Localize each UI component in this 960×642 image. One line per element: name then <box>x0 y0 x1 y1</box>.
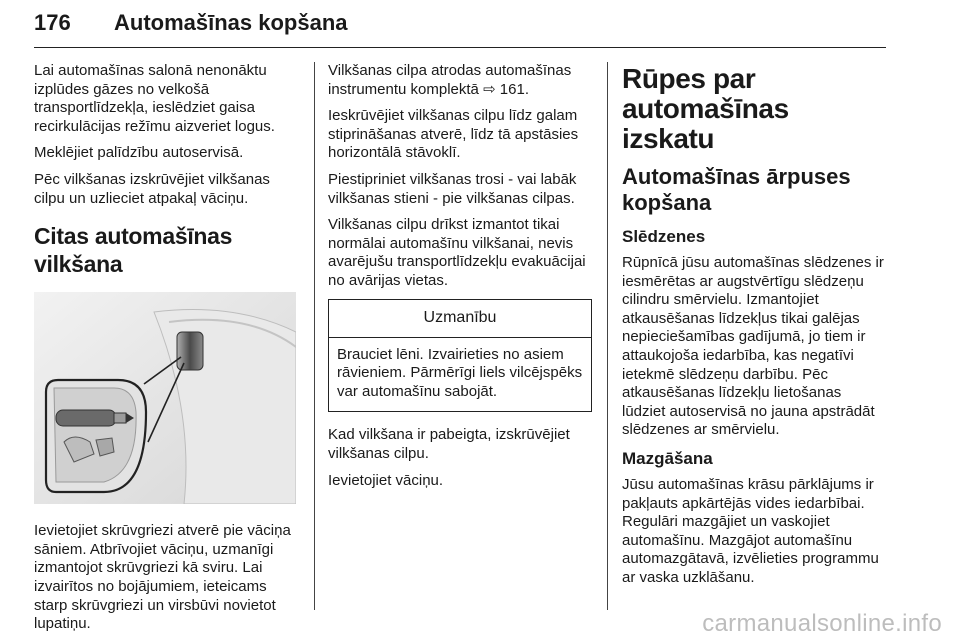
heading-appearance-care: Rūpes par automašīnas izskatu <box>622 63 789 154</box>
column-1 <box>34 62 296 642</box>
paragraph-screw-in: Ieskrūvējiet vilkšanas cilpu līdz galam stiprināšanas atverē, līdz tā apstāsies horizontālā stāvoklī. <box>328 107 579 162</box>
towing-eye-cover-figure <box>34 292 296 504</box>
watermark: carmanualsonline.info <box>702 610 942 637</box>
paragraph-replace-cover: Ievietojiet vāciņu. <box>328 471 444 489</box>
paragraph-remove-cover: Ievietojiet skrūvgriezi atverē pie vāciņa sāniem. Atbrīvojiet vāciņu, uzmanīgi izmantojot skrūvgriezi kā sviru. Lai izvairītos no bojājumiem, ieteicams starp skrūvgriezi un virsbūvi novietot lupatiņu. <box>34 522 291 633</box>
column-divider-1 <box>314 62 315 610</box>
paragraph-after-towing: Pēc vilkšanas izskrūvējiet vilkšanas cilpu un uzlieciet atpakaļ vāciņu. <box>34 170 270 207</box>
header-rule <box>34 47 886 48</box>
towing-eye-cover-illustration-icon <box>34 292 296 504</box>
paragraph-attach-rope: Piestipriniet vilkšanas trosi - vai labāk vilkšanas stieni - pie vilkšanas cilpas. <box>328 170 577 207</box>
heading-washing: Mazgāšana <box>622 448 713 468</box>
column-divider-2 <box>607 62 608 610</box>
caution-title: Uzmanību <box>329 300 591 338</box>
paragraph-unscrew: Kad vilkšana ir pabeigta, izskrūvējiet vilkšanas cilpu. <box>328 426 570 462</box>
page-number: 176 <box>34 10 71 35</box>
column-3 <box>622 62 888 596</box>
paragraph-service: Meklējiet palīdzību autoservisā. <box>34 144 244 162</box>
paragraph-usage-limit: Vilkšanas cilpu drīkst izmantot tikai normālai automašīnu vilkšanai, nevis avarējušu transportlīdzekļu evakuācijai no avārijas vietas. <box>328 216 586 289</box>
paragraph-tow-eye-location: Vilkšanas cilpa atrodas automašīnas instrumentu komplektā ⇨ 161. <box>328 62 572 98</box>
paragraph-washing: Jūsu automašīnas krāsu pārklājums ir pakļauts apkārtējās vides iedarbībai. Regulāri mazgājiet un vaskojiet automašīnu. Mazgājot automašīnu automazgātavā, izvēlieties programmu ar vaska uzklāšanu. <box>622 475 879 586</box>
caution-text: Brauciet lēni. Izvairieties no asiem rāvieniem. Pārmērīgi liels vilcējspēks var automašīnu sabojāt. <box>337 345 583 400</box>
paragraph-exhaust: Lai automašīnas salonā nenonāktu izplūdes gāzes no velkošā transportlīdzekļa, ieslēdziet gaisa recirkulācijas režīmu aizveriet logus. <box>34 62 275 135</box>
caution-box <box>328 299 592 413</box>
running-title: Automašīnas kopšana <box>114 10 348 35</box>
heading-locks: Slēdzenes <box>622 227 706 246</box>
column-2 <box>328 62 592 498</box>
heading-towing-other-car: Citas automašīnas vilkšana <box>34 223 233 278</box>
page-header <box>34 10 886 50</box>
paragraph-locks: Rūpnīcā jūsu automašīnas slēdzenes ir iesmērētas ar augstvērtīgu slēdzeņu cilindru smērvielu. Izmantojiet atkausēšanas līdzekļus tikai galējas nepieciešamības gadījumā, jo tiem ir attaukojoša iedarbība, kas negatīvi ietekmē slēdzeņu darbību. Pēc atkausēšanas līdzekļu lietošanas lūdziet autoservisā no jauna apstrādāt slēdzenes ar smērvielu. <box>622 254 884 439</box>
heading-exterior-care: Automašīnas ārpuses kopšana <box>622 164 851 215</box>
